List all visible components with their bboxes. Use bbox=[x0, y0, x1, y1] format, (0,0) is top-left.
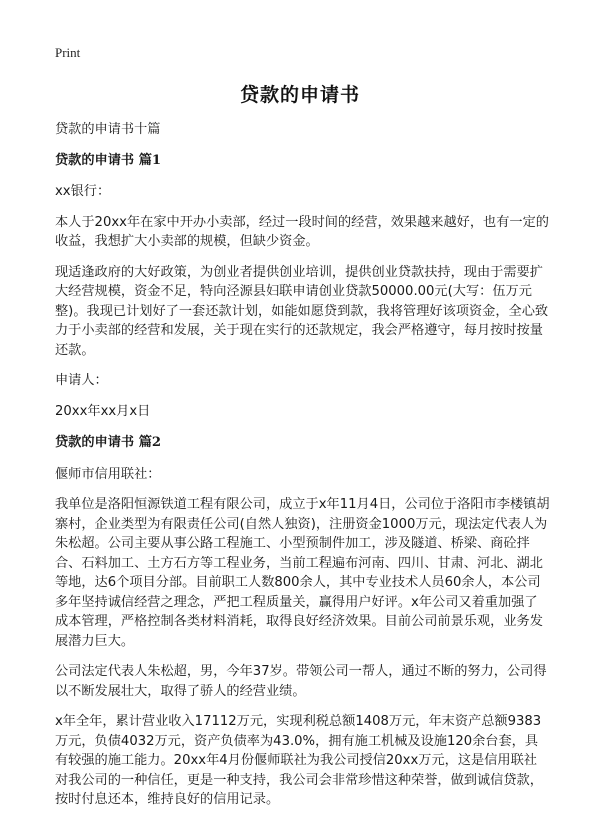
section-2-paragraph-3: x年全年，累计营业收入17112万元，实现利税总额1408万元，年末资产总额9383万元，负债4032万元，资产负债率为43.0%，拥有施工机械及设施120余台套，具有较强的施工能力。20xx年4月份偃师联社为我公司授信20xx万元，这是信用联社对我公司的一种信任，更是一种支持，我公司会非常珍惜这种荣誉，做到诚信贷款，按时付息还本，维持良好的信用记录。 bbox=[55, 714, 543, 807]
section-1-salutation: xx银行： bbox=[55, 184, 111, 199]
section-2-salutation: 偃师市信用联社： bbox=[55, 466, 161, 482]
document-title: 贷款的申请书 bbox=[239, 84, 360, 106]
section-1-signer: 申请人： bbox=[55, 373, 108, 388]
section-1-date: 20xx年xx月x日 bbox=[55, 403, 151, 419]
print-link[interactable]: Print bbox=[55, 45, 81, 60]
document-body bbox=[55, 120, 550, 821]
section-heading-1: 贷款的申请书 篇1 bbox=[55, 152, 162, 168]
document-subtitle: 贷款的申请书十篇 bbox=[55, 122, 161, 137]
section-1-paragraph-1: 本人于20xx年在家中开办小卖部，经过一段时间的经营，效果越来越好，也有一定的收益，我想扩大小卖部的规模，但缺少资金。 bbox=[55, 214, 549, 249]
section-2-paragraph-2: 公司法定代表人朱松超，男，今年37岁。带领公司一帮人，通过不断的努力，公司得以不断发展壮大，取得了骄人的经营业绩。 bbox=[55, 664, 547, 699]
section-2-paragraph-1: 我单位是洛阳恒源铁道工程有限公司，成立于x年11月4日，公司位于洛阳市李楼镇胡寨村，企业类型为有限责任公司(自然人独资)，注册资金1000万元，现法定代表人为朱松超。公司主要从事公路工程施工、小型预制件加工，涉及隧道、桥梁、商砼拌合、石料加工、土方石方等工程业务，当前工程遍布河南、四川、甘肃、河北、湖北等地，达6个项目分部。目前职工人数800余人，其中专业技术人员60余人，本公司多年坚持诚信经营之理念，严把工程质量关，赢得用户好评。x年公司又着重加强了成本管理，严格控制各类材料消耗，取得良好经济效果。目前公司前景乐观，业务发展潜力巨大。 bbox=[55, 497, 550, 649]
section-heading-2: 贷款的申请书 篇2 bbox=[55, 435, 162, 450]
section-1-paragraph-2: 现适逢政府的大好政策，为创业者提供创业培训，提供创业贷款扶持，现由于需要扩大经营规模，资金不足，特向泾源县妇联申请创业贷款50000.00元(大写：伍万元整)。我现已计划好了一套还款计划，如能如愿贷到款，我将管理好该项资金，全心致力于小卖部的经营和发展，关于现在实行的还款规定，我会严格遵守，每月按时按量还款。 bbox=[55, 264, 549, 358]
